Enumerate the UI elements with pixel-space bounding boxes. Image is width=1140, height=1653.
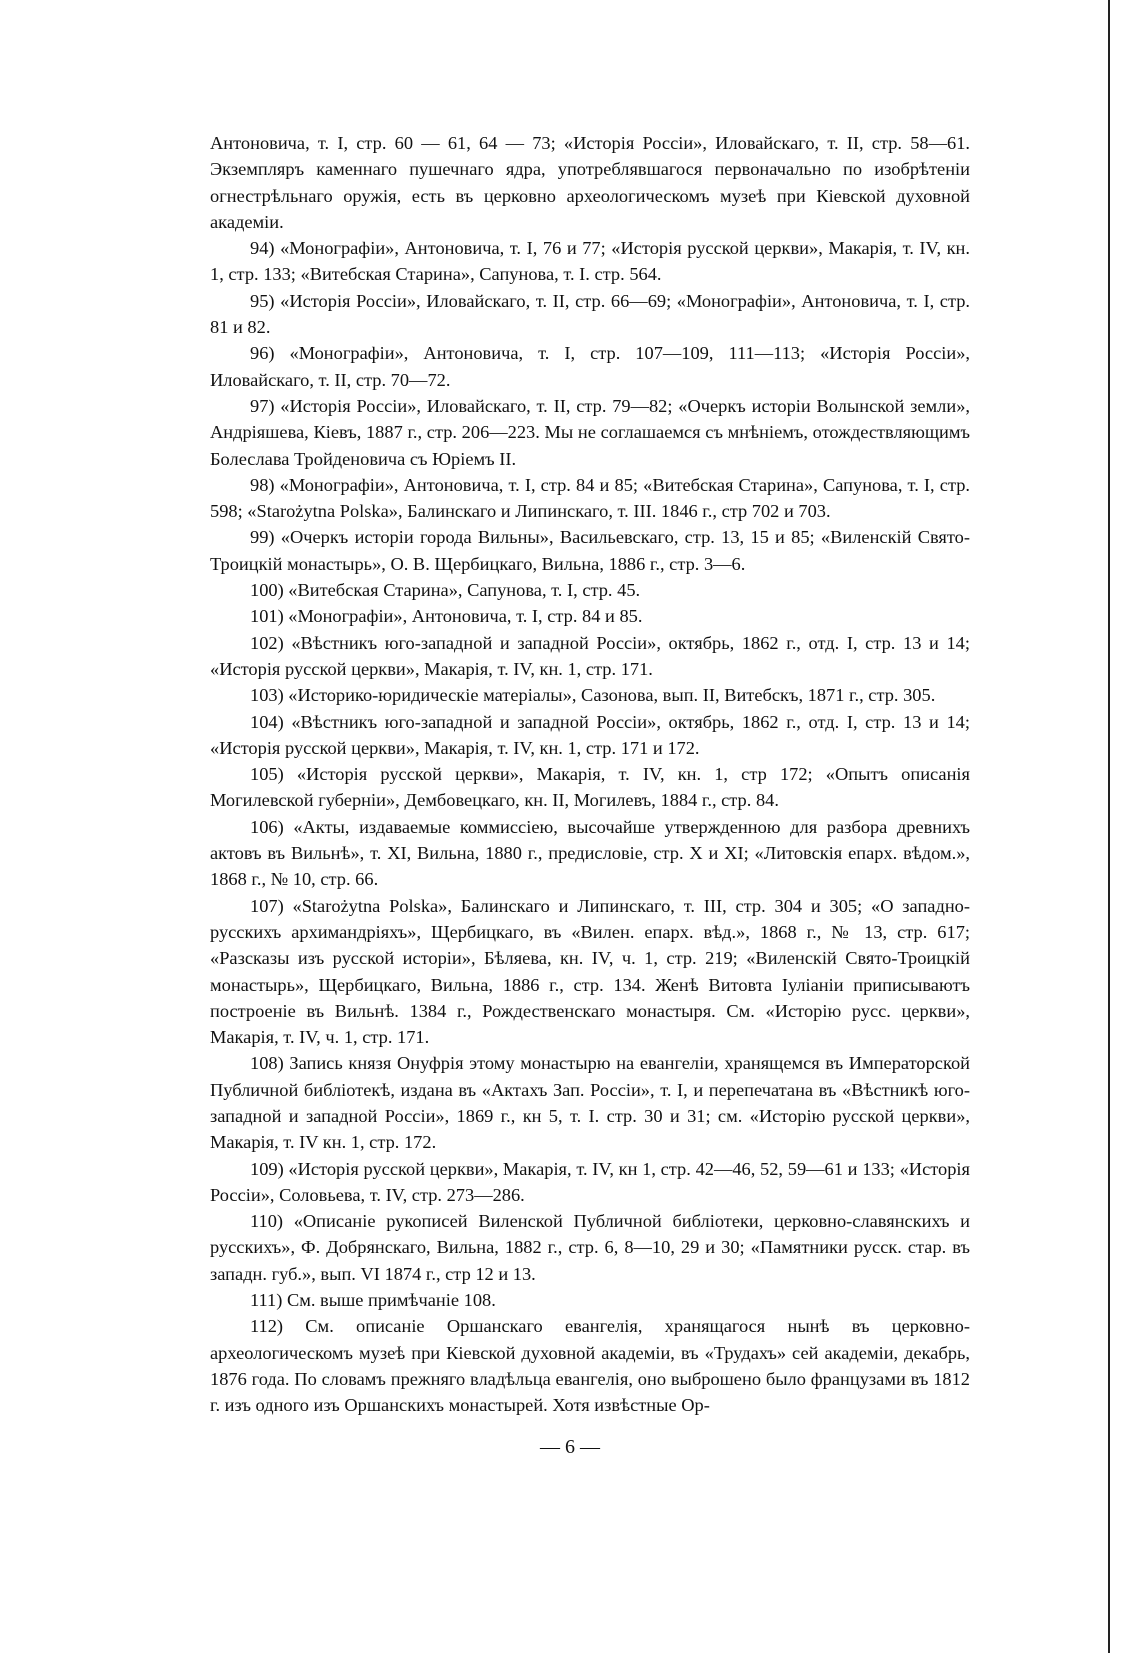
- footnote-94: 94) «Монографіи», Антоновича, т. I, 76 и 77; «Исторія русской церкви», Макарія, т. IV, кн. 1, стр. 133; «Витебская Старина», Сапунова, т. I. стр. 564.: [210, 238, 970, 285]
- footnote-97: 97) «Исторія Россіи», Иловайскаго, т. II, стр. 79—82; «Очеркъ исторіи Волынской земли», Андріяшева, Кіевъ, 1887 г., стр. 206—223. Мы не соглашаемся съ мнѣніемъ, отождествляющимъ Болеслава Тройденовича съ Юріемъ II.: [210, 395, 970, 469]
- footnote-100: 100) «Витебская Старина», Сапунова, т. I, стр. 45.: [250, 580, 641, 601]
- page-number: — 6 —: [540, 1436, 600, 1458]
- footnote-continuation: Антоновича, т. I, стр. 60 — 61, 64 — 73; «Исторія Россіи», Иловайскаго, т. II, стр. 58—61. Экземпляръ каменнаго пушечнаго ядра, употреблявшагося первоначально по изобрѣтеніи огнестрѣльнаго оружія, есть въ церковно археологическомъ музеѣ при Кіевской духовной академіи.: [210, 133, 970, 232]
- footnote-108: 108) Запись князя Онуфрія этому монастырю на евангеліи, хранящемся въ Императорской Публичной библіотекѣ, издана въ «Актахъ Зап. Россіи», т. I, и перепечатана въ «Вѣстникѣ юго-западной и западной Россіи», 1869 г., кн 5, т. I. стр. 30 и 31; см. «Исторію русской церкви», Макарія, т. IV кн. 1, стр. 172.: [210, 1053, 970, 1153]
- footnote-110: 110) «Описаніе рукописей Виленской Публичной библіотеки, церковно-славянскихъ и русскихъ», Ф. Добрянскаго, Вильна, 1882 г., стр. 6, 8—10, 29 и 30; «Памятники русск. стар. въ западн. губ.», вып. VI 1874 г., стр 12 и 13.: [210, 1211, 970, 1284]
- page-edge-line: [1108, 0, 1110, 1653]
- footnote-106: 106) «Акты, издаваемые коммиссіею, высочайше утвержденною для разбора древнихъ актовъ въ Вильнѣ», т. XI, Вильна, 1880 г., предисловіе, стр. X и XI; «Литовскія епарх. вѣдом.», 1868 г., № 10, стр. 66.: [210, 816, 970, 890]
- footnote-99: 99) «Очеркъ исторіи города Вильны», Васильевскаго, стр. 13, 15 и 85; «Виленскій Свято-Троицкій монастырь», О. В. Щербицкаго, Вильна, 1886 г., стр. 3—6.: [210, 527, 970, 574]
- footnote-101: 101) «Монографіи», Антоновича, т. I, стр. 84 и 85.: [250, 606, 643, 627]
- footnote-96: 96) «Монографіи», Антоновича, т. I, стр. 107—109, 111—113; «Исторія Россіи», Иловайскаго, т. II, стр. 70—72.: [210, 343, 970, 390]
- footnote-111: 111) См. выше примѣчаніе 108.: [250, 1290, 496, 1311]
- footnote-104: 104) «Вѣстникъ юго-западной и западной Россіи», октябрь, 1862 г., отд. I, стр. 13 и 14; «Исторія русской церкви», Макарія, т. IV, кн. 1, стр. 171 и 172.: [210, 711, 970, 758]
- footnote-112: 112) См. описаніе Оршанскаго евангелія, хранящагося нынѣ въ церковно-археологическомъ музеѣ при Кіевской духовной академіи, въ «Трудахъ» сей академіи, декабрь, 1876 года. По словамъ прежняго владѣльца евангелія, оно выброшено было французами въ 1812 г. изъ одного изъ Оршанскихъ монастырей. Хотя извѣстные Ор-: [210, 1316, 970, 1416]
- footnotes-block: [210, 130, 970, 1419]
- footnote-109: 109) «Исторія русской церкви», Макарія, т. IV, кн 1, стр. 42—46, 52, 59—61 и 133; «Исторія Россіи», Соловьева, т. IV, стр. 273—286.: [210, 1158, 970, 1205]
- footnote-98: 98) «Монографіи», Антоновича, т. I, стр. 84 и 85; «Витебская Старина», Сапунова, т. I, стр. 598; «Starożytna Polska», Балинскаго и Липинскаго, т. III. 1846 г., стр 702 и 703.: [210, 474, 970, 522]
- footnote-103: 103) «Историко-юридическіе матеріалы», Сазонова, вып. II, Витебскъ, 1871 г., стр. 305.: [250, 685, 936, 706]
- footnote-95: 95) «Исторія Россіи», Иловайскаго, т. II, стр. 66—69; «Монографіи», Антоновича, т. I, стр. 81 и 82.: [210, 290, 970, 338]
- footnote-107: 107) «Starożytna Polska», Балинскаго и Липинскаго, т. III, стр. 304 и 305; «О западно-русскихъ архимандріяхъ», Щербицкаго, въ «Вилен. епарх. вѣд.», 1868 г., № 13, стр. 617; «Разсказы изъ русской исторіи», Бѣляева, кн. IV, ч. 1, стр. 219; «Виленскій Свято-Троицкій монастырь», Щербицкаго, Вильна, 1886 г., стр. 134. Женѣ Витовта Іуліаніи приписываютъ построеніе въ Вильнѣ. 1384 г., Рождественскаго монастыря. См. «Исторію русс. церкви», Макарія, т. IV, ч. 1, стр. 171.: [210, 895, 970, 1048]
- footnote-105: 105) «Исторія русской церкви», Макарія, т. IV, кн. 1, стр 172; «Опытъ описанія Могилевской губерніи», Дембовецкаго, кн. II, Могилевъ, 1884 г., стр. 84.: [210, 764, 970, 811]
- footnote-102: 102) «Вѣстникъ юго-западной и западной Россіи», октябрь, 1862 г., отд. I, стр. 13 и 14; «Исторія русской церкви», Макарія, т. IV, кн. 1, стр. 171.: [210, 632, 970, 679]
